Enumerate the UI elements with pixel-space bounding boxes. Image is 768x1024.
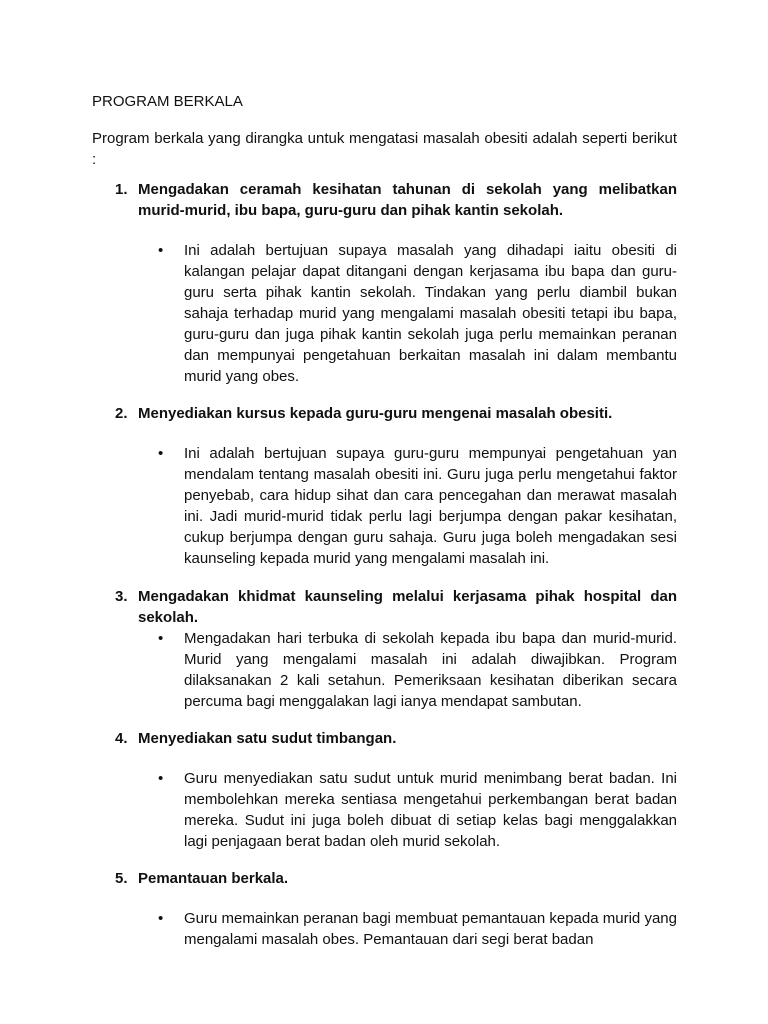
bullet-dot-icon: • [158,630,164,647]
item-number: 5. [115,870,128,887]
intro-paragraph: Program berkala yang dirangka untuk mengatasi masalah obesiti adalah seperti berikut : [92,130,677,168]
bullet-text: Ini adalah bertujuan supaya guru-guru mempunyai pengetahuan yan mendalam tentang masalah obesiti ini. Guru juga perlu mengetahui faktor penyebab, cara hidup sihat dan cara pencegahan dan merawat masalah ini. Jadi murid-murid tidak perlu lagi berjumpa dengan pakar kesihatan, cukup berjumpa dengan guru sahaja. Guru juga boleh mengadakan sesi kaunseling kepada murid yang mengalami masalah ini. [184,445,677,567]
bullet-paragraph [138,768,677,852]
bullet-dot-icon: • [158,242,164,259]
bullet-dot-icon: • [158,445,164,462]
list-item-5 [92,868,677,950]
item-number: 4. [115,730,128,747]
document-page [92,91,677,950]
bullet-dot-icon: • [158,770,164,787]
item-number: 1. [115,181,128,198]
bullet-paragraph [138,240,677,387]
item-heading: Menyediakan kursus kepada guru-guru mengenai masalah obesiti. [138,405,613,422]
list-item-4 [92,728,677,852]
bullet-paragraph [138,443,677,569]
item-number: 3. [115,588,128,605]
item-heading: Mengadakan khidmat kaunseling melalui kerjasama pihak hospital dan sekolah. [138,588,677,626]
list-item-3 [92,586,677,712]
bullet-text: Guru menyediakan satu sudut untuk murid menimbang berat badan. Ini membolehkan mereka sentiasa mengetahui perkembangan berat badan mereka. Sudut ini juga boleh dibuat di setiap kelas bagi menggalakkan lagi penjagaan berat badan oleh murid sekolah. [184,770,677,850]
bullet-text: Guru memainkan peranan bagi membuat pemantauan kepada murid yang mengalami masalah obes. Pemantauan dari segi berat badan [184,910,677,948]
bullet-text: Ini adalah bertujuan supaya masalah yang dihadapi iaitu obesiti di kalangan pelajar dapat ditangani dengan kerjasama ibu bapa dan guru-guru serta pihak kantin sekolah. Tindakan yang perlu diambil bukan sahaja terhadap murid yang mengalami masalah obesiti tetapi ibu bapa, guru-guru dan juga pihak kantin sekolah juga perlu memainkan peranan dan mempunyai pengetahuan berkaitan masalah ini dalam membantu murid yang obes. [184,242,677,385]
item-heading: Pemantauan berkala. [138,870,289,887]
bullet-paragraph [138,628,677,712]
list-item-2 [92,403,677,569]
item-heading: Mengadakan ceramah kesihatan tahunan di sekolah yang melibatkan murid-murid, ibu bapa, guru-guru dan pihak kantin sekolah. [138,181,677,219]
item-number: 2. [115,405,128,422]
bullet-text: Mengadakan hari terbuka di sekolah kepada ibu bapa dan murid-murid. Murid yang mengalami masalah ini adalah diwajibkan. Program dilaksanakan 2 kali setahun. Pemeriksaan kesihatan diberikan secara percuma bagi menggalakan lagi ianya mendapat sambutan. [184,630,677,710]
document-title: PROGRAM BERKALA [92,93,243,110]
item-heading: Menyediakan satu sudut timbangan. [138,730,397,747]
list-item-1 [92,179,677,387]
bullet-paragraph [138,908,677,950]
bullet-dot-icon: • [158,910,164,927]
